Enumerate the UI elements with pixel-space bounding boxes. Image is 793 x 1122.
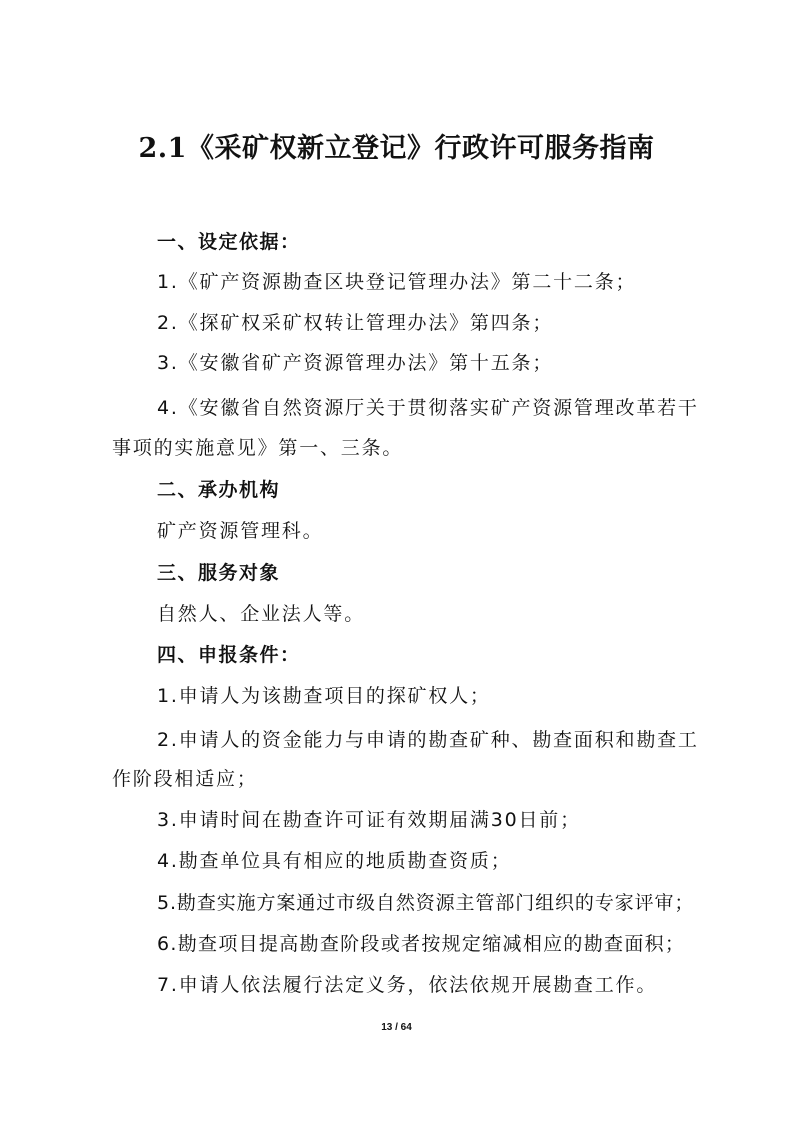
section-heading-agency: 二、承办机构 — [157, 479, 281, 501]
section-heading-basis: 一、设定依据： — [157, 231, 301, 253]
basis-item-4-continued: 事项的实施意见》第一、三条。 — [112, 437, 404, 459]
basis-item-2: 2.《探矿权采矿权转让管理办法》第四条； — [157, 312, 554, 334]
basis-item-1: 1.《矿产资源勘查区块登记管理办法》第二十二条； — [157, 271, 637, 293]
condition-item-7: 7.申请人依法履行法定义务，依法依规开展勘查工作。 — [157, 974, 658, 996]
basis-item-4: 4.《安徽省自然资源厅关于贯彻落实矿产资源管理改革若干 — [157, 397, 699, 419]
condition-item-6: 6.勘查项目提高勘查阶段或者按规定缩减相应的勘查面积； — [157, 933, 686, 955]
condition-item-3: 3.申请时间在勘查许可证有效期届满30日前； — [157, 809, 581, 831]
section-heading-target: 三、服务对象 — [157, 562, 281, 584]
condition-item-2-continued: 作阶段相适应； — [112, 768, 258, 790]
target-text: 自然人、企业法人等。 — [157, 603, 366, 625]
page-number: 13 / 64 — [381, 1022, 412, 1033]
condition-item-2: 2.申请人的资金能力与申请的勘查矿种、勘查面积和勘查工 — [157, 729, 699, 751]
section-heading-conditions: 四、申报条件： — [157, 644, 301, 666]
agency-text: 矿产资源管理科。 — [157, 520, 324, 542]
condition-item-5: 5.勘查实施方案通过市级自然资源主管部门组织的专家评审； — [157, 892, 695, 914]
page-title: 2.1《采矿权新立登记》行政许可服务指南 — [138, 133, 655, 164]
basis-item-3: 3.《安徽省矿产资源管理办法》第十五条； — [157, 352, 554, 374]
condition-item-1: 1.申请人为该勘查项目的探矿权人； — [157, 685, 491, 707]
condition-item-4: 4.勘查单位具有相应的地质勘查资质； — [157, 850, 512, 872]
